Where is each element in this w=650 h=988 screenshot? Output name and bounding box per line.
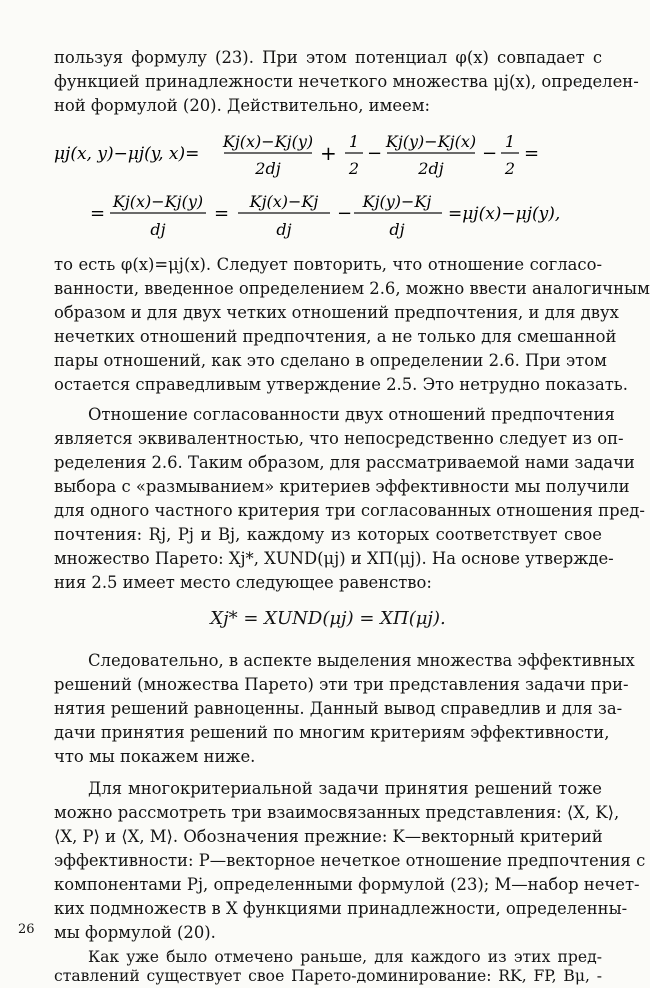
text-line: то есть φ(x)=μj(x). Следует повторить, что отношение согласо- — [54, 255, 602, 274]
page-number: 26 — [18, 922, 35, 937]
text-line: ной формулой (20). Действительно, имеем: — [54, 96, 431, 115]
eq2-frac3-den: dj — [389, 220, 405, 239]
text-line: можно рассмотреть три взаимосвязанных представления: ⟨X, K⟩, — [54, 803, 620, 822]
text-line: ких подмножеств в X функциями принадлежности, определенны- — [54, 899, 628, 918]
equation-1-svg — [54, 128, 602, 180]
text-line: нятия решений равноценны. Данный вывод справедлив и для за- — [54, 699, 623, 718]
text-line: эффективности: P—векторное нечеткое отношение предпочтения с — [54, 851, 646, 870]
equation-3: Xj* = XUND(μj) = XП(μj). — [210, 608, 446, 629]
text-line: мы формулой (20). — [54, 923, 216, 942]
eq1-frac3-num: Kj(y)−Kj(x) — [385, 132, 477, 151]
text-line: выбора с «размыванием» критериев эффективности мы получили — [54, 477, 630, 496]
text-line: Отношение согласованности двух отношений предпочтения — [88, 405, 615, 424]
text-line: множество Парето: Xj*, XUND(μj) и XП(μj). На основе утвержде- — [54, 549, 614, 568]
text-line: что мы покажем ниже. — [54, 747, 256, 766]
eq1-frac4-num: 1 — [504, 132, 516, 151]
eq2-rhs: =μj(x)−μj(y), — [448, 204, 561, 224]
text-line: дачи принятия решений по многим критериям эффективности, — [54, 723, 610, 742]
text-line: ределения 2.6. Таким образом, для рассматриваемой нами задачи — [54, 453, 635, 472]
text-line: решений (множества Парето) эти три представления задачи при- — [54, 675, 629, 694]
eq2-frac1-den: dj — [150, 220, 166, 239]
eq2-frac3-num: Kj(y)−Kj — [362, 192, 432, 211]
eq1-frac2-den: 2 — [348, 159, 360, 178]
eq1-plus: + — [320, 141, 337, 165]
eq1-lhs: μj(x, y)−μj(y, x)= — [54, 144, 200, 164]
text-line: является эквивалентностью, что непосредственно следует из оп- — [54, 429, 624, 448]
eq1-minus-2: − — [482, 143, 498, 164]
eq1-frac1-den: 2dj — [255, 159, 281, 178]
text-line: остается справедливым утверждение 2.5. Это нетрудно показать. — [54, 375, 628, 394]
text-line: для одного частного критерия три согласованных отношения пред- — [54, 501, 645, 520]
eq1-frac1-num: Kj(x)−Kj(y) — [222, 132, 314, 151]
eq2-frac2-den: dj — [276, 220, 292, 239]
eq1-frac3-den: 2dj — [418, 159, 444, 178]
equation-1 — [54, 128, 602, 180]
text-line: Для многокритериальной задачи принятия решений тоже — [88, 779, 602, 798]
text-line: Следовательно, в аспекте выделения множества эффективных — [88, 651, 635, 670]
text-line: почтения: Rj, Pj и Bj, каждому из которых соответствует свое — [54, 525, 602, 544]
eq2-frac2-num: Kj(x)−Kj — [249, 192, 319, 211]
text-line: пары отношений, как это сделано в определении 2.6. При этом — [54, 351, 607, 370]
eq1-minus: − — [367, 143, 383, 164]
eq2-eq-a: = — [214, 203, 230, 224]
text-line: функцией принадлежности нечеткого множества μj(x), определен- — [54, 72, 639, 91]
eq1-equals: = — [524, 143, 540, 164]
eq2-minus: − — [337, 203, 353, 224]
eq2-frac1-num: Kj(x)−Kj(y) — [112, 192, 204, 211]
text-line: пользуя формулу (23). При этом потенциал φ(x) совпадает с — [54, 48, 602, 67]
equation-2-svg — [54, 188, 602, 242]
equation-2 — [54, 188, 602, 242]
text-line: ⟨X, P⟩ и ⟨X, M⟩. Обозначения прежние: K—векторный критерий — [54, 827, 603, 846]
eq2-lead: = — [90, 203, 106, 224]
text-line: ния 2.5 имеет место следующее равенство: — [54, 573, 432, 592]
text-line: нечетких отношений предпочтения, а не только для смешанной — [54, 327, 617, 346]
eq1-frac2-num: 1 — [348, 132, 360, 151]
text-line: образом и для двух четких отношений предпочтения, и для двух — [54, 303, 619, 322]
text-line: Как уже было отмечено раньше, для каждого из этих пред- — [88, 948, 602, 966]
eq1-frac4-den: 2 — [504, 159, 516, 178]
text-line: ставлений существует свое Парето-доминирование: RK, FP, Bμ, - — [54, 967, 602, 985]
text-line: компонентами Pj, определенными формулой (23); M—набор нечет- — [54, 875, 640, 894]
text-line: ванности, введенное определением 2.6, можно ввести аналогичным — [54, 279, 650, 298]
